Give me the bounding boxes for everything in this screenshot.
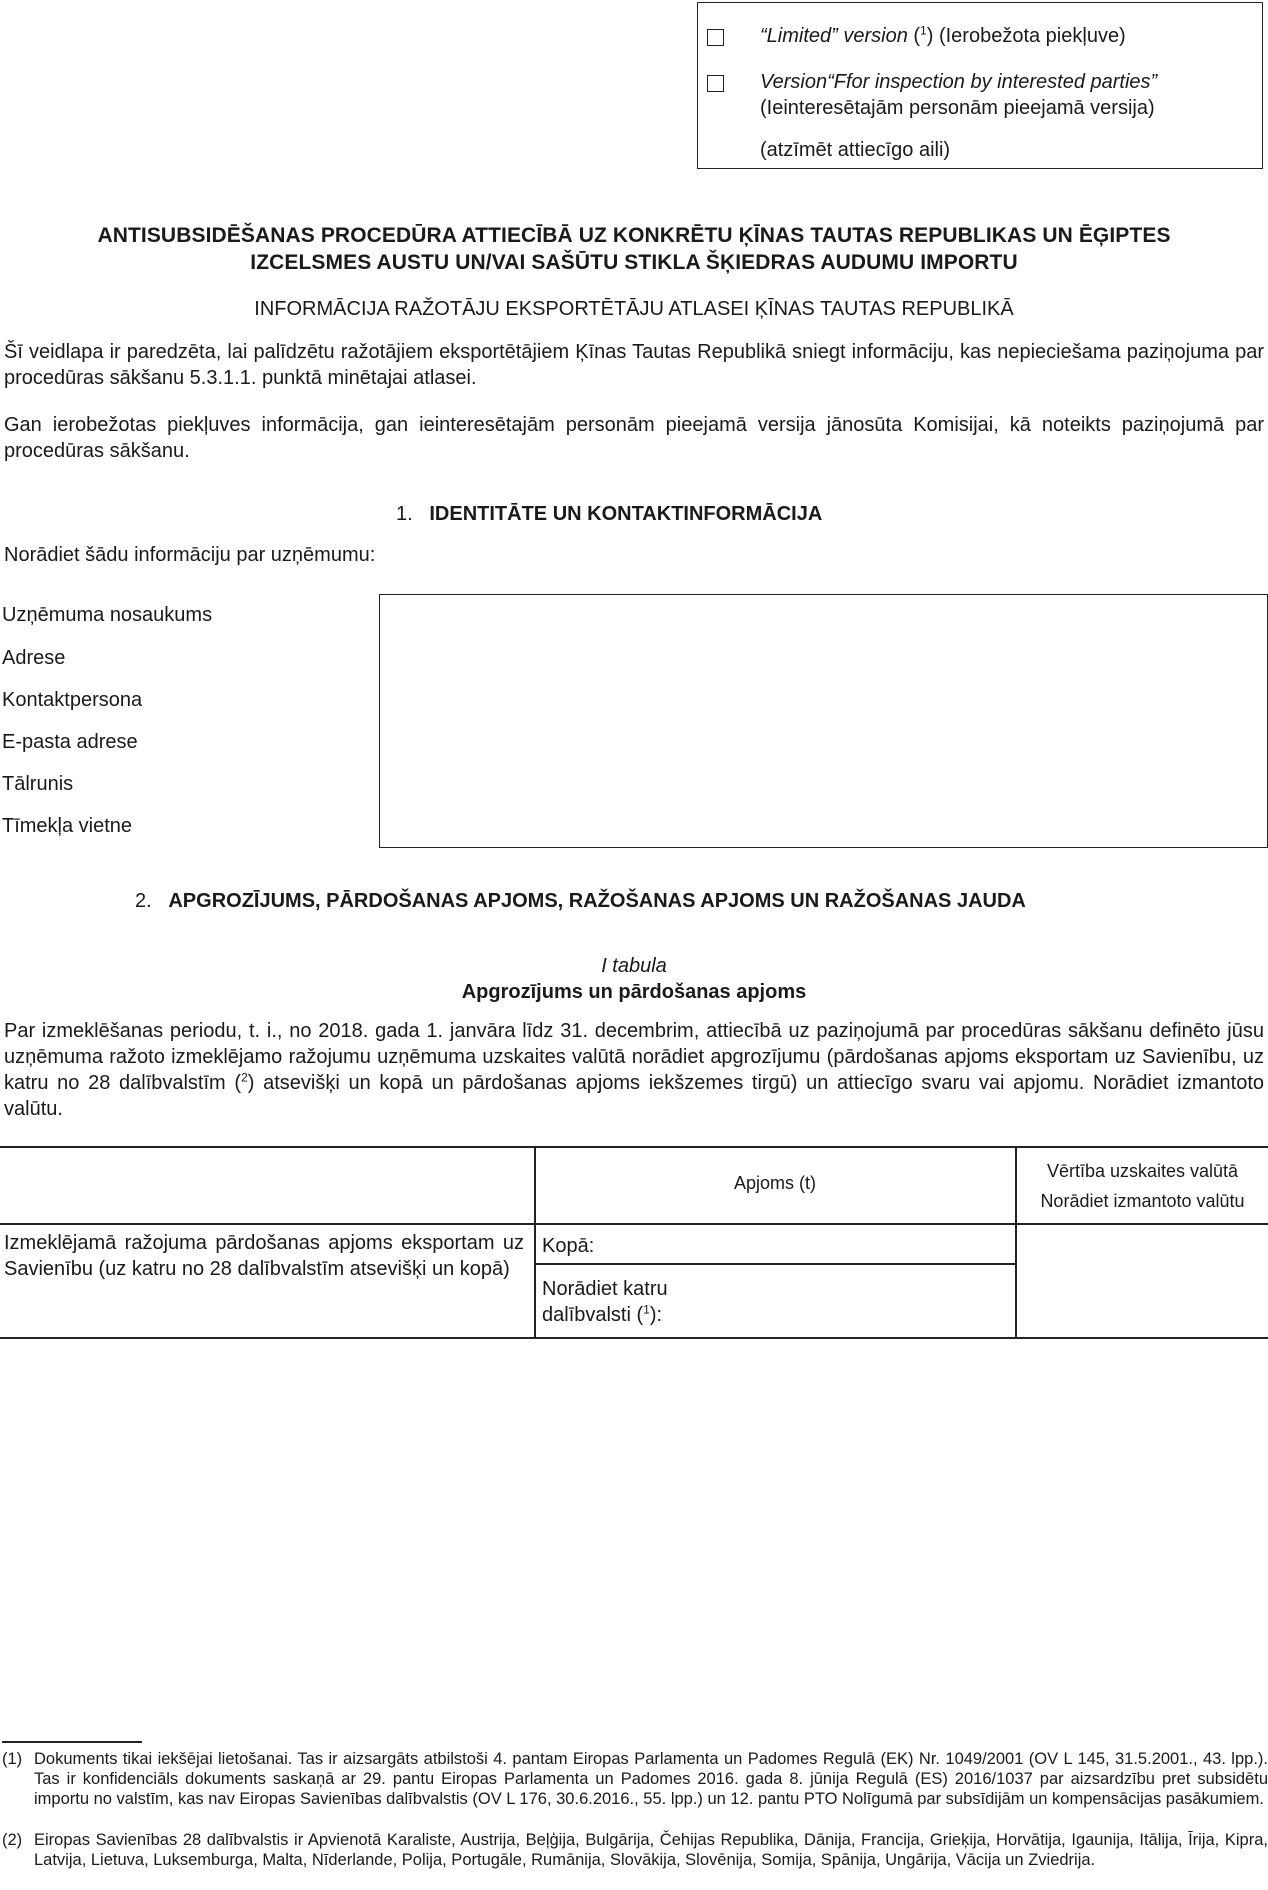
field-label: E-pasta adrese [2,730,138,753]
column-header-value: Vērtība uzskaites valūtā Norādiet izmantoto valūtu [1040,1161,1245,1211]
public-version-checkbox[interactable] [707,75,724,92]
table-row [0,679,1268,721]
table-caption [0,953,1268,1005]
table-title: Apgrozījums un pārdošanas apjoms [461,981,807,1003]
footnote-separator [2,1741,142,1743]
section-1-instruction: Norādiet šādu informāciju par uzņēmumu: [4,544,376,566]
table-border [0,1223,1268,1225]
table-row [0,637,1268,679]
document-title: ANTISUBSIDĒŠANAS PROCEDŪRA ATTIECĪBĀ UZ KONKRĒTU ĶĪNAS TAUTAS REPUBLIKAS UN ĒĢIPTES IZCELSMES AUSTU UN/VAI SAŠŪTU STIKLA ŠĶIEDRAS AUDUMU IMPORTU [97,224,1171,274]
public-version-label: Version“Ffor inspection by interested parties” (Ieinteresētajām personām pieejamā versija) [760,71,1158,119]
company-identity-table [0,594,1268,848]
table-label: I tabula [601,955,667,977]
sub-row-each-member-state: Norādiet katru dalībvalsti ($^1$): [542,1278,668,1326]
table-border [0,1146,1268,1148]
table-border [535,1263,1015,1265]
table-row [0,763,1268,805]
footnote-1: (1) Dokuments tikai iekšējai lietošanai. Tas ir aizsargāts atbilstoši 4. pantam Eiropas Parlamenta un Padomes Regulā (EK) Nr. 1049/2001 (OV L 145, 31.5.2001., 43. lpp.). Tas ir konfidenciāls dokuments saskaņā ar 29. pantu Eiropas Parlamenta un Padomes 2016. gada 8. jūnija Regulā (ES) 2016/1037 par aizsardzību pret subsidētu importu no valstīm, kas nav Eiropas Savienības dalībvalstis (OV L 176, 30.6.2016., 55. lpp.) un 12. pantu PTO Nolīgumā par subsīdijām un kompensācijas pasākumiem. [2,1750,1268,1808]
column-header-volume: Apjoms (t) [733,1173,816,1193]
document-subtitle: INFORMĀCIJA RAŽOTĀJU EKSPORTĒTĀJU ATLASEI ĶĪNAS TAUTAS REPUBLIKĀ [254,298,1014,320]
section-1-heading: 1. IDENTITĀTE UN KONTAKTINFORMĀCIJA [396,503,823,525]
field-label: Tīmekļa vietne [2,814,133,837]
email-field[interactable] [380,721,1268,763]
field-label: Tālrunis [2,772,74,795]
table-row [0,805,1268,848]
checkbox-instruction: (atzīmēt attiecīgo aili) [760,139,951,161]
contact-person-field[interactable] [380,679,1268,721]
intro-paragraph-2: Gan ierobežotas piekļuves informācija, gan ieinteresētajām personām pieejamā versija jānosūta Komisijai, kā noteikts paziņojumā par procedūras sākšanu. [4,414,1264,462]
footnote-2: (2) Eiropas Savienības 28 dalībvalstis ir Apvienotā Karaliste, Austrija, Beļģija, Bulgārija, Čehijas Republika, Dānija, Francija, Grieķija, Horvātija, Igaunija, Itālija, Īrija, Kipra, Latvija, Lietuva, Luksemburga, Malta, Nīderlande, Polija, Portugāle, Rumānija, Slovākija, Slovēnija, Somija, Spānija, Ungārija, Vācija un Zviedrija. [2,1831,1268,1869]
company-name-field[interactable] [380,595,1268,638]
field-label: Kontaktpersona [2,688,143,711]
limited-version-label: “Limited” version ($^1$) (Ierobežota piekļuve) [760,23,1126,47]
row-label-export-sales: Izmeklējamā ražojuma pārdošanas apjoms eksportam uz Savienību (uz katru no 28 dalībvalstīm atsevišķi un kopā) [4,1232,524,1280]
table-row [0,595,1268,638]
limited-version-checkbox[interactable] [707,29,724,46]
address-field[interactable] [380,637,1268,679]
version-notice-box [697,2,1263,169]
section-2-instruction: Par izmeklēšanas periodu, t. i., no 2018. gada 1. janvāra līdz 31. decembrim, attiecībā uz paziņojumā par procedūras sākšanu definēto jūsu uzņēmuma ražoto izmeklējamo ražojumu uzņēmuma uzskaites valūtā norādiet apgrozījumu (pārdošanas apjoms eksportam uz Savienību, uz katru no 28 dalībvalstīm ($^2$) atsevišķi un kopā un pārdošanas apjoms iekšzemes tirgū) un attiecīgo svaru vai apjomu. Norādiet izmantoto valūtu. [4,1020,1264,1120]
field-label: Adrese [2,646,66,669]
section-2-heading: 2. APGROZĪJUMS, PĀRDOŠANAS APJOMS, RAŽOŠANAS APJOMS UN RAŽOŠANAS JAUDA [135,890,1026,912]
table-row [0,721,1268,763]
website-field[interactable] [380,805,1268,848]
intro-paragraph-1: Šī veidlapa ir paredzēta, lai palīdzētu ražotājiem eksportētājiem Ķīnas Tautas Republikā sniegt informāciju, kas nepieciešama paziņojuma par procedūras sākšanu 5.3.1.1. punktā minētajai atlasei. [4,341,1264,389]
table-border [0,1337,1268,1339]
field-label: Uzņēmuma nosaukums [2,604,213,627]
sub-row-total: Kopā: [542,1235,595,1257]
phone-field[interactable] [380,763,1268,805]
